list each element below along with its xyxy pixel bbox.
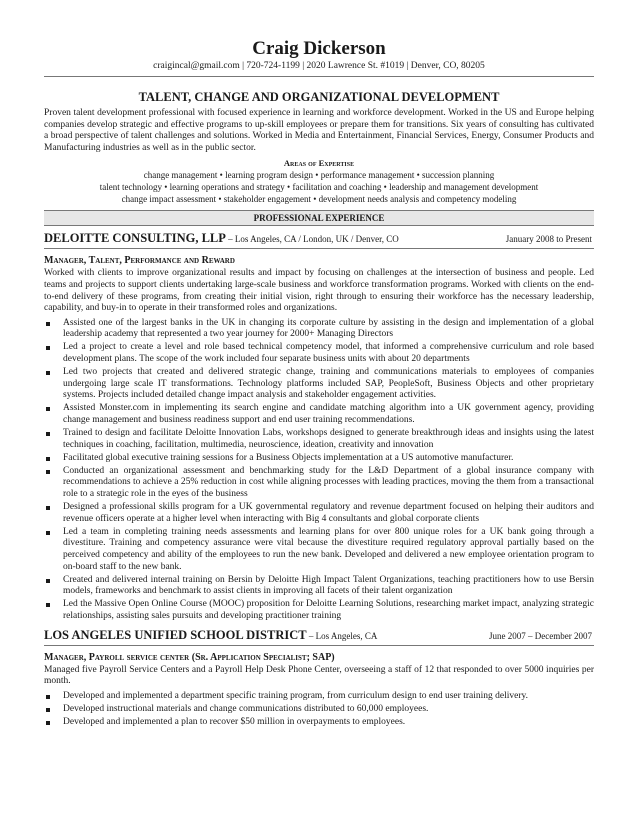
bullet-square-icon (46, 506, 50, 510)
bullet-text: Led a project to create a level and role based technical competency model, that informed a comprehensive curriculum and role based development plans. The scope of the work included four separate business units with about 20 departments (63, 342, 594, 365)
bullet-square-icon (46, 579, 50, 583)
bullet-item (44, 318, 594, 341)
bullet-text: Led the Massive Open Online Course (MOOC) proposition for Deloitte Learning Solutions, researching market impact, analyzing strategic relationships, assisting sales pursuits and developing practitioner training (63, 599, 594, 621)
bullet-item (44, 575, 594, 598)
bullet-text: Led a team in completing training needs assessments and learning plans for over 800 unique roles for a UK bank going through a divestiture. Training and competency assurance were vital because the divestiture required regulatory approval partially based on the perceived competency and ability of the employees to run the new bank. Developed and delivered a new employee orientation program to on-board staff to the new bank. (63, 526, 594, 572)
bullet-square-icon (46, 470, 50, 474)
bullet-square-icon (46, 407, 50, 411)
employer-divider (44, 248, 594, 249)
job-description: Managed five Payroll Service Centers and a Payroll Help Desk Phone Center, overseeing a staff of 12 that responded to over 5000 inquiries per month. (44, 664, 594, 687)
resume-title: TALENT, CHANGE AND ORGANIZATIONAL DEVELOPMENT (138, 90, 500, 104)
expertise-line: change management • learning program design • performance management • succession planning (143, 170, 495, 181)
bullet-item (44, 691, 594, 703)
expertise-line: talent technology • learning operations and strategy • facilitation and coaching • leadership and management development (99, 182, 539, 193)
bullet-item (44, 599, 594, 622)
employer-row (44, 627, 594, 644)
bullet-text: Assisted one of the largest banks in the UK in changing its corporate culture by assisting in the design and implementation of a global leadership academy that represented a two year journey for 2000+ Managing Directors (63, 317, 594, 340)
bullet-item (44, 453, 594, 465)
bullet-item (44, 704, 594, 716)
bullet-square-icon (46, 603, 50, 607)
bullet-text: Developed and implemented a department specific training program, from curriculum design to end user training delivery. (63, 690, 528, 701)
bullet-text: Facilitated global executive training sessions for a Business Objects implementation at a US automotive manufacturer. (63, 452, 514, 463)
bullet-square-icon (46, 695, 50, 699)
bullet-text: Developed and implemented a plan to recover $50 million in overpayments to employees. (63, 716, 406, 727)
employer-name: DELOITTE CONSULTING, LLP (44, 231, 226, 246)
job-description: Worked with clients to improve organizational results and impact by focusing on challenges at the intersection of business and people. Led teams and projects to support clients undertaking large-scale business and workforce transformation programs. Worked with clients on the end-to-end delivery of these programs, from creating their initial vision, right through to ensuring their workforce has the necessary leadership, capability, and buy-in to operate in their transformed roles and organizations. (44, 268, 594, 314)
bullet-square-icon (46, 721, 50, 725)
job-entry (44, 230, 594, 622)
bullet-text: Trained to design and facilitate Deloitte Innovation Labs, workshops designed to generate breakthrough ideas and insights using the latest techniques in coaching, facilitation, multimedia, neuroscience, ideation, creativity and innovation (63, 428, 594, 450)
job-entry (44, 627, 594, 729)
employer-block (44, 627, 377, 644)
bullet-text: Conducted an organizational assessment and benchmarking study for the L&D Department of a global insurance company with recommendations to achieve a 25% reduction in cost while aligning processes with leading practices, moving the them from a transactional role to a strategic role in the eyes of the business (63, 465, 594, 500)
bullet-item (44, 367, 594, 402)
experience-heading: PROFESSIONAL EXPERIENCE (44, 210, 594, 226)
bullet-text: Assisted Monster.com in implementing its search engine and candidate matching algorithm into a UK government agency, providing change management and business readiness support and end user training recommendations. (63, 403, 594, 425)
bullet-square-icon (46, 432, 50, 436)
expertise-line: change impact assessment • stakeholder engagement • development needs analysis and competency modeling (121, 194, 517, 205)
header-divider (44, 76, 594, 77)
expertise-heading: Areas of Expertise (283, 158, 355, 169)
bullet-square-icon (46, 346, 50, 350)
bullet-item (44, 403, 594, 426)
employment-dates: January 2008 to Present (505, 234, 592, 245)
candidate-name: Craig Dickerson (252, 38, 386, 59)
bullet-square-icon (46, 708, 50, 712)
bullet-item (44, 527, 594, 573)
bullet-text: Developed instructional materials and change communications distributed to 60,000 employees. (63, 703, 429, 714)
job-role: Manager, Payroll service center (Sr. Application Specialist; SAP) (44, 651, 335, 663)
bullet-item (44, 342, 594, 365)
employment-dates: June 2007 – December 2007 (489, 630, 592, 641)
bullet-item (44, 502, 594, 525)
summary-paragraph: Proven talent development professional with focused experience in learning and workforce development. Worked in the US and Europe helping companies develop strategic and effective programs to up-skill employees or prepare them for transitions. Six years of consulting has cultivated a broad perspective of talent challenges and solutions. Worked in Media and Entertainment, Financial Services, Energy, Consumer Products and Manufacturing industries as well as in the public sector. (44, 108, 594, 153)
contact-line: craigincal@gmail.com | 720-724-1199 | 2020 Lawrence St. #1019 | Denver, CO, 80205 (153, 61, 485, 71)
employer-name: LOS ANGELES UNIFIED SCHOOL DISTRICT (44, 627, 307, 642)
bullet-item (44, 428, 594, 451)
bullet-text: Created and delivered internal training on Bersin by Deloitte High Impact Talent Organizations, teaching practitioners how to use Bersin models, frameworks and benchmark to assist clients in improving all facets of their talent organization (63, 574, 594, 597)
job-bullets (44, 691, 594, 729)
bullet-text: Led two projects that created and delivered strategic change, training and communications materials to employees of companies undergoing large scale IT transformations. Technology platforms included SAP, PeopleSoft, Business Objects and other proprietary systems. Projects included detailed change impact analysis and stakeholder engagement activities. (63, 367, 594, 401)
bullet-item (44, 717, 594, 729)
job-role: Manager, Talent, Performance and Reward (44, 255, 235, 267)
employer-location: – Los Angeles, CA / London, UK / Denver, CO (225, 234, 399, 245)
bullet-square-icon (46, 531, 50, 535)
bullet-square-icon (46, 457, 50, 461)
employer-divider (44, 645, 594, 646)
employer-location: – Los Angeles, CA (306, 630, 378, 641)
bullet-text: Designed a professional skills program for a UK governmental regulatory and revenue department focused on helping their auditors and revenue officers operate at a higher level when interacting with Big 4 consultants and global corporate clients (63, 502, 594, 524)
employer-block (44, 230, 399, 247)
employer-row (44, 230, 594, 247)
bullet-square-icon (46, 371, 50, 375)
bullet-square-icon (46, 322, 50, 326)
bullet-item (44, 466, 594, 501)
job-bullets (44, 318, 594, 623)
